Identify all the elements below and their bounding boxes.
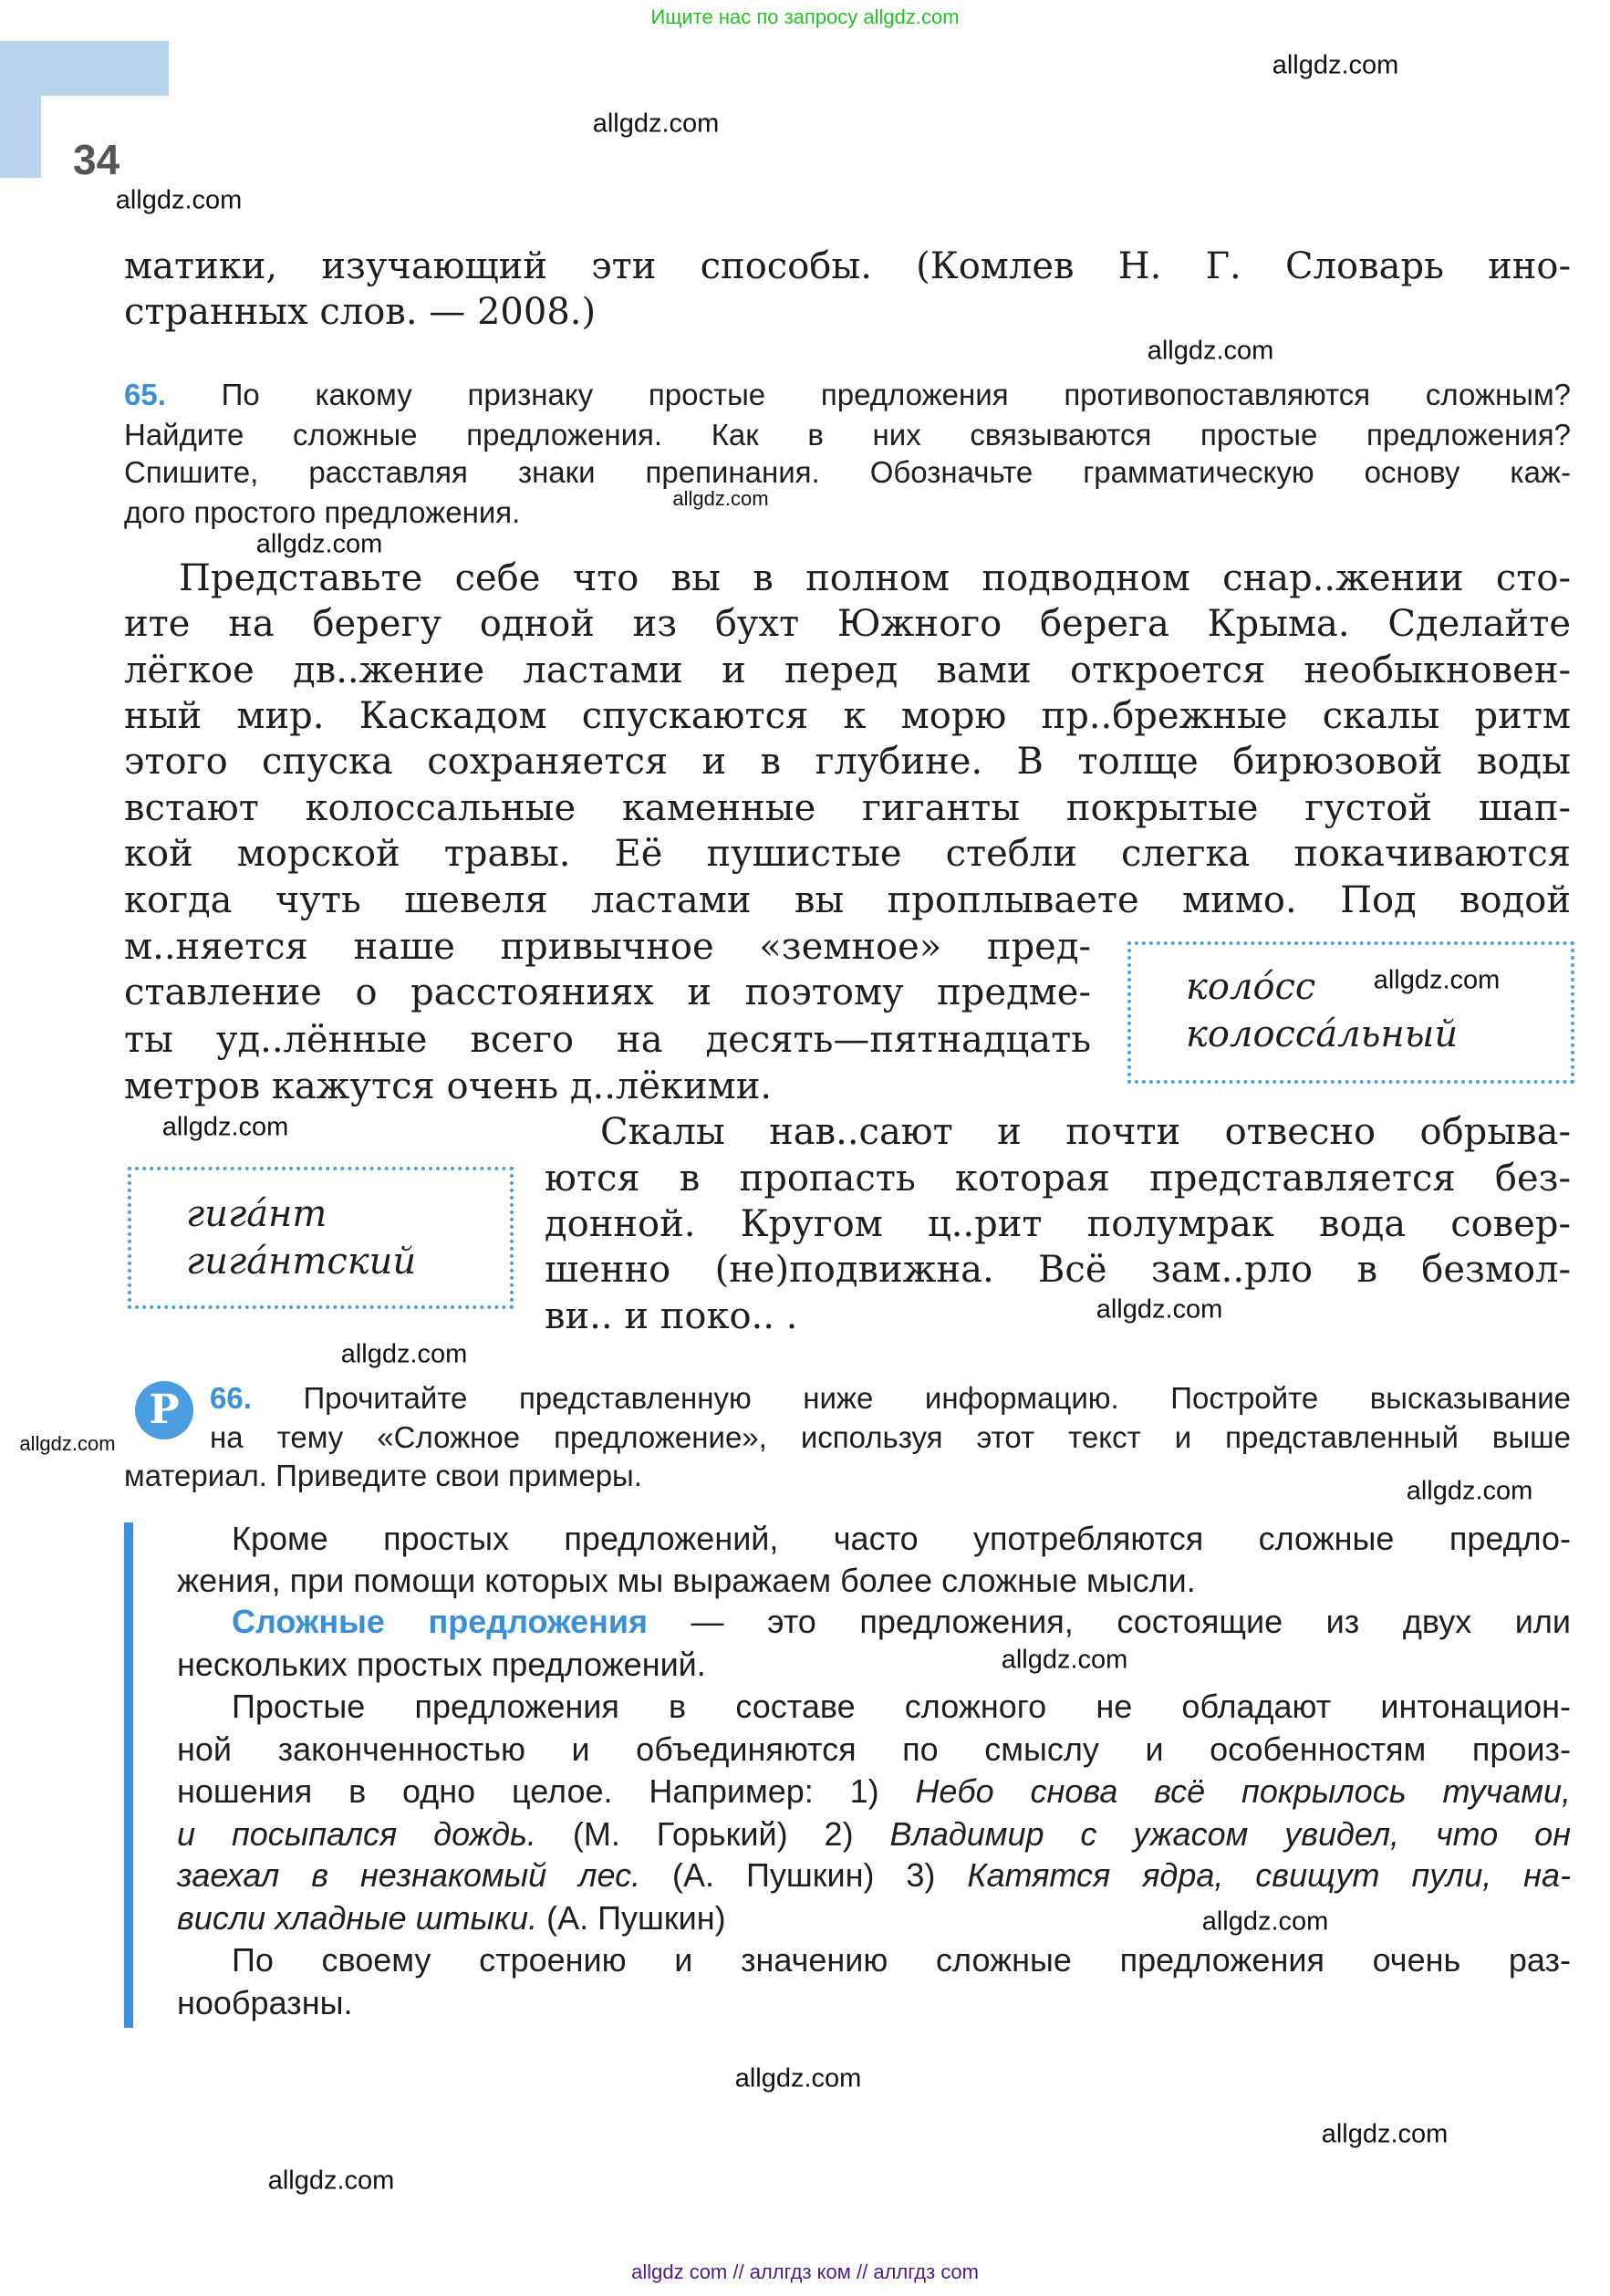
task-text: Прочитайте представленную ниже информацию. Постройте высказывание [303,1381,1572,1415]
exercise-text-line: ются в пропасть которая представляется без- [545,1158,1571,1200]
watermark-link[interactable]: allgdz.com [161,1112,289,1142]
watermark-link[interactable]: allgdz.com [267,2166,395,2196]
example-text: Владимир с ужасом увидел, что он [889,1815,1571,1853]
vocabulary-word: гигáнтский [186,1241,417,1283]
info-line: нескольких простых предложений. [177,1646,706,1683]
watermark-link[interactable]: allgdz.com [1147,336,1274,366]
info-line: нообразны. [177,1984,353,2021]
exercise-text-line: Представьте себе что вы в полном подводном снар..жении сто- [179,557,1571,599]
info-line [177,1897,1571,1939]
exercise-text-line: этого спуска сохраняется и в глубине. В толще бирюзовой воды [124,741,1571,783]
exercise-text-line: ви.. и поко.. . [545,1295,798,1337]
info-line [177,1813,1571,1855]
watermark-link[interactable]: allgdz.com [340,1339,468,1369]
info-line [232,1601,1571,1643]
exercise-text-line: когда чуть шевеля ластами вы проплываете мимо. Под водой [124,879,1571,921]
watermark-link[interactable]: allgdz.com [592,109,720,139]
vocabulary-word: гигáнт [186,1193,327,1235]
exercise-66-task-line: на тему «Сложное предложение», используя этот текст и представленный выше [210,1420,1571,1454]
vocabulary-box [128,1167,514,1309]
info-line: ной законченностью и объединяются по смыслу и особенностям произ- [177,1730,1571,1768]
exercise-number: 66. [210,1381,252,1415]
exercise-text-line: донной. Кругом ц..рит полумрак вода совер- [545,1203,1571,1245]
watermark-link[interactable]: allgdz.com [1201,1906,1329,1937]
info-text: (М. Горький) 2) [535,1815,890,1853]
exercise-text-line: ставление о расстояниях и поэтому предме- [124,971,1091,1013]
corner-decoration [0,96,41,178]
vocabulary-word: колоссáльный [1186,1013,1459,1055]
text-line: странных слов. — 2008.) [124,291,597,333]
example-text: и посыпался дождь. [177,1815,536,1853]
info-line: Простые предложения в составе сложного не обладают интонацион- [232,1688,1571,1725]
info-text: — это предложения, состоящие из двух или [647,1603,1571,1640]
info-text: (А. Пушкин) [537,1899,726,1937]
info-line: Кроме простых предложений, часто употребляются сложные предло- [232,1520,1571,1557]
watermark-link[interactable]: allgdz.com [734,2063,862,2093]
exercise-number: 65. [124,378,166,411]
example-text: Катятся ядра, свищут пули, на- [967,1856,1571,1894]
watermark-link[interactable]: allgdz.com [672,487,769,510]
vocabulary-word: колóсс [1186,966,1316,1008]
watermark-link[interactable]: allgdz.com [1373,965,1501,995]
exercise-text-line: ите на берегу одной из бухт Южного берега Крыма. Сделайте [124,603,1571,645]
info-block-bar [124,1522,133,2028]
watermark-link[interactable]: allgdz.com [1272,50,1399,80]
info-line: жения, при помощи которых мы выражаем более сложные мысли. [177,1562,1196,1599]
corner-decoration [0,41,169,96]
exercise-text-line: м..няется наше привычное «земное» пред- [124,926,1091,968]
term-highlight: Сложные предложения [232,1603,648,1640]
info-line: По своему строению и значению сложные предложения очень раз- [232,1941,1571,1979]
top-banner-link[interactable]: Ищите нас по запросу allgdz.com [650,5,960,28]
watermark-link[interactable]: allgdz.com [1096,1294,1223,1325]
watermark-link[interactable]: allgdz.com [1321,2119,1449,2149]
info-line [177,1854,1571,1896]
exercise-text-line: встают колоссальные каменные гиганты покрытые густой шап- [124,787,1571,829]
exercise-text-line: метров кажутся очень д..лёкими. [124,1065,773,1107]
page-number: 34 [73,136,120,183]
text-line: матики, изучающий эти способы. (Комлев Н. Г. Словарь ино- [124,245,1571,287]
watermark-link[interactable]: allgdz.com [1001,1645,1128,1675]
exercise-65-task-line: дого простого предложения. [124,495,521,529]
example-text: Небо снова всё покрылось тучами, [915,1772,1571,1810]
exercise-text-line: ты уд..лённые всего на десять—пятнадцать [124,1019,1091,1061]
task-text: По какому признаку простые предложения противопоставляются сложным? [221,378,1572,411]
exercise-text-line: лёгкое дв..жение ластами и перед вами откроется необыкновен- [124,649,1571,691]
info-text: (А. Пушкин) 3) [640,1856,968,1894]
watermark-link[interactable]: allgdz.com [19,1432,116,1455]
watermark-link[interactable]: allgdz.com [1406,1476,1533,1506]
exercise-65-task-line [124,376,1571,414]
example-text: заехал в незнакомый лес. [177,1856,641,1894]
exercise-text-line: кой морской травы. Её пушистые стебли слегка покачиваются [124,833,1571,875]
exercise-66-task-line [210,1379,1571,1418]
exercise-text-line: Скалы нав..сают и почти отвесно обрыва- [600,1111,1571,1153]
info-line [177,1771,1571,1813]
exercise-66-task-line: материал. Приведите свои примеры. [124,1459,642,1492]
info-text: ношения в одно целое. Например: 1) [177,1772,916,1810]
exercise-text-line: ный мир. Каскадом спускаются к морю пр..брежные скалы ритм [124,695,1571,737]
watermark-link[interactable]: allgdz.com [115,185,243,215]
exercise-65-task-line: Спишите, расставляя знаки препинания. Обозначьте грамматическую основу каж- [124,455,1571,489]
watermark-link[interactable]: allgdz.com [255,529,383,559]
example-text: висли хладные штыки. [177,1899,538,1937]
footer-links[interactable]: allgdz com // аллгдз ком // аллгдз com [631,2260,979,2283]
vocabulary-box [1127,941,1574,1084]
r-badge-icon: Р [135,1381,193,1439]
exercise-text-line: шенно (не)подвижна. Всё зам..рло в безмол- [545,1249,1571,1291]
exercise-65-task-line: Найдите сложные предложения. Как в них связываются простые предложения? [124,418,1571,452]
